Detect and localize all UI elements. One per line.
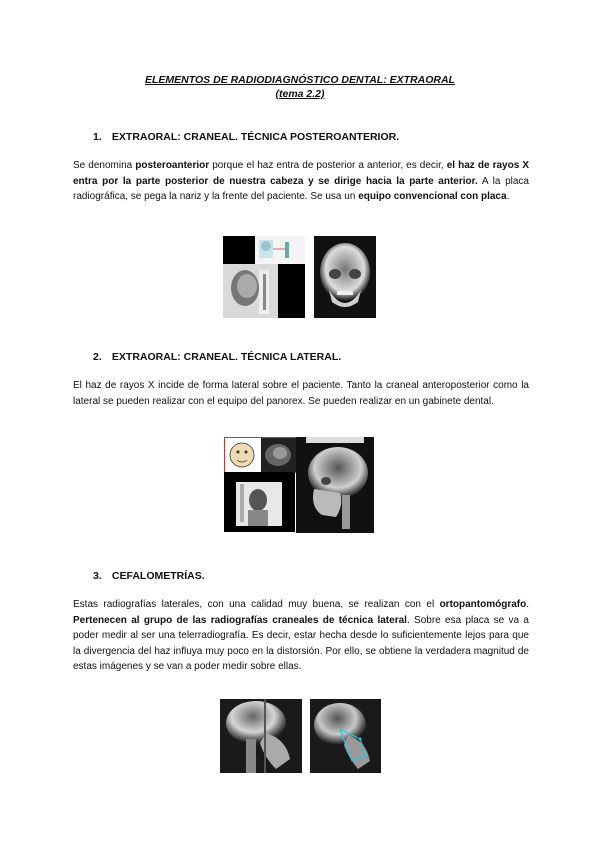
pa-skull-xray bbox=[314, 236, 376, 318]
lateral-technique-diagram bbox=[224, 437, 297, 473]
text-run: . bbox=[506, 191, 510, 202]
section-paragraph-3 bbox=[73, 597, 529, 675]
text-run: Estas radiografías laterales, con una calidad muy buena, se realizan con el bbox=[73, 599, 440, 610]
cephalometric-xray-1 bbox=[220, 699, 302, 773]
bold-text-run: posteroanterior bbox=[135, 160, 210, 171]
document-title: ELEMENTOS DE RADIODIAGNÓSTICO DENTAL: EXTRAORAL bbox=[145, 74, 455, 86]
section-paragraph-1 bbox=[73, 158, 529, 205]
pa-technique-photo bbox=[223, 236, 305, 318]
text-run: A la placa radiográfica, se pega la nariz y la frente del paciente. Se usa un bbox=[73, 175, 529, 202]
section-number: 3. bbox=[93, 570, 102, 582]
section-number: 2. bbox=[93, 351, 102, 363]
text-run: Se denomina bbox=[73, 160, 136, 171]
document-subtitle: (tema 2.2) bbox=[275, 88, 325, 100]
text-run: . bbox=[526, 599, 529, 610]
section-heading-1 bbox=[93, 131, 399, 143]
text-run: El haz de rayos X incide de forma lateral sobre el paciente. Tanto la craneal anteroposterior como la lateral se pueden realizar con el equipo del panorex. Se pueden realizar en un gabinete dental. bbox=[73, 380, 529, 407]
lateral-technique-photo bbox=[224, 472, 295, 532]
text-run: porque el haz entra de posterior a anterior, es decir, bbox=[209, 160, 447, 171]
section-number: 1. bbox=[93, 131, 102, 143]
section-title: CEFALOMETRÍAS. bbox=[111, 570, 205, 582]
bold-text-run: ortopantomógrafo bbox=[439, 599, 527, 610]
bold-text-run: el haz de rayos X entra por la parte posterior de nuestra cabeza y se dirige hacia la parte anterior. bbox=[73, 160, 529, 187]
section-heading-2 bbox=[93, 351, 341, 363]
bold-text-run: equipo convencional con placa bbox=[358, 191, 507, 202]
section-paragraph-2 bbox=[73, 378, 529, 409]
text-run: . Sobre esa placa se va a poder medir al ser una telerradiografía. Es decir, estar hecha desde lo suficientemente lejos para que la divergencia del haz influya muy poco en la distorsión. Por ello, se obtiene la verdadera magnitud de estas imágenes y se van a poder medir sobre ellas. bbox=[73, 614, 529, 672]
cephalometric-xray-2 bbox=[310, 699, 381, 773]
lateral-skull-xray bbox=[296, 437, 374, 533]
section-title: EXTRAORAL: CRANEAL. TÉCNICA POSTEROANTERIOR. bbox=[111, 131, 400, 143]
section-title: EXTRAORAL: CRANEAL. TÉCNICA LATERAL. bbox=[111, 351, 342, 363]
section-heading-3 bbox=[93, 570, 205, 582]
bold-text-run: Pertenecen al grupo de las radiografías craneales de técnica lateral bbox=[73, 614, 407, 626]
